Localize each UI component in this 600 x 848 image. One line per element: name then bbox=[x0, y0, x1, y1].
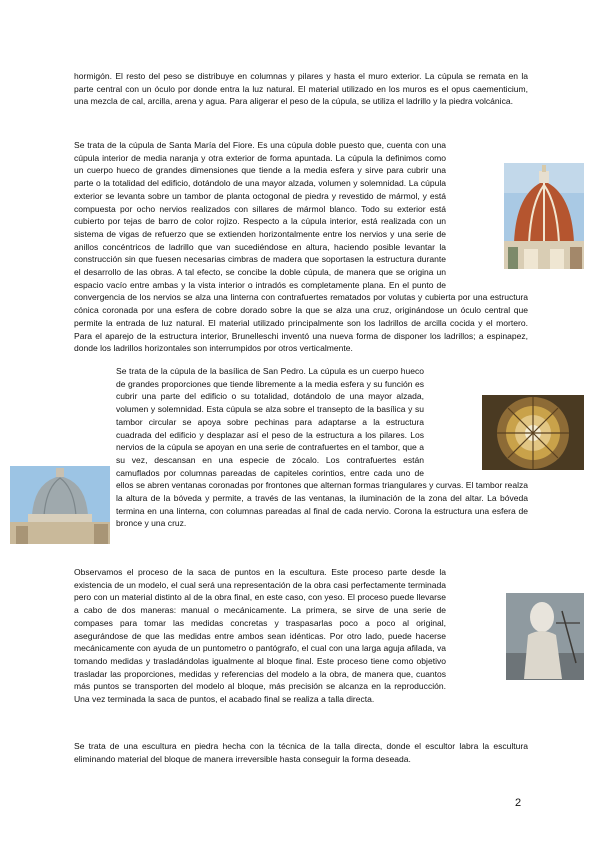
page-number: 2 bbox=[515, 797, 522, 809]
paragraph-saca-de-puntos bbox=[74, 566, 528, 706]
paragraph-talla-directa: Se trata de una escultura en piedra hecha con la técnica de la talla directa, donde el escultor labra la escultura eliminando material del bloque de manera irreversible hasta conseguir la forma deseada. bbox=[74, 741, 528, 764]
paragraph-text: Se trata de la cúpula de Santa María del Fiore. Es una cúpula doble puesto que, cuenta con una cúpula interior de media naranja y otra exterior de forma apuntada. La cúpula la definimos como un cuerpo hueco de grandes dimensiones que tiende a la media esfera y sirve para cubrir una parte o la totalidad del edificio, dotándolo de una mayor alzada, volumen y solemnidad. La cúpula exterior se levanta sobre un tambor de planta octogonal de piedra y revestido de mármol, y está compuesta por ocho nervios realizados con sillares de mármol blanco. Todo su exterior está cubierto por tejas de barro de color rojizo. Respecto a la cúpula interior, está realizada con un sistema de vigas de refuerzo que se extienden horizontalmente entre los nervios y una serie de anillos concéntricos de ladrillo que van sucediéndose en altura, haciendo posible levantar la construcción sin que fuesen necesarias cimbras de madera que soportasen la estructura durante el desarrollo de las obras. A tal efecto, se concibe la doble cúpula, de manera que se origina un espacio vacío entre ambas y la vista interior o intradós es completamente plana. En el punto de convergencia de los nervios se alza una linterna con contrafuertes rematados por volutas y cubierta por una estructura cónica coronada por una esfera de cobre dorado sobre la que se alza una cruz, originándose un óculo central que permite la entrada de luz natural. El material utilizado principalmente son los ladrillos de arcilla cocida y el mortero. Para el aparejo de la estructura interior, Brunelleschi inventó una nueva forma de disponer los ladrillos; a espinapez, donde los ladrillos horizontales son interrumpidos por otros verticalmente. bbox=[74, 140, 528, 354]
paragraph-pantheon-end: hormigón. El resto del peso se distribuye en columnas y pilares y hasta el muro exterior. La cúpula se remata en la parte central con un óculo por donde entra la luz natural. El material utilizado en los muros es el opus caementicium, una mezcla de cal, arcilla, arena y agua. Para aligerar el peso de la cúpula, se utiliza el ladrillo y la piedra volcánica. bbox=[74, 71, 528, 107]
paragraph-text: Se trata de la cúpula de la basílica de San Pedro. La cúpula es un cuerpo hueco de grandes proporciones que tiende libremente a la media esfera y su función es cubrir una parte del edificio o su totalidad, dotándolo de una mayor alzada, volumen y solemnidad. Esta cúpula se alza sobre el transepto de la basílica y su tambor circular se apoya sobre pechinas para adaptarse a la estructura cuadrada del edificio y desplazar así el peso de la estructura a los pilares. Los nervios de la cúpula se apoyan en una serie de contrafuertes en el tambor, que a su vez, descansan en una especie de zócalo. Los contrafuertes están camuflados por columnas pareadas de capiteles corintios, entre cada uno de ellos se abren ventanas coronadas por frontones que alternan formas triangulares y curvas. El tambor realza la altura de la bóveda y permite, a través de las ventanas, la iluminación de la zona del altar. La bóveda termina en una linterna, con columnas pareadas al final de cada nervio. Corona la estructura una esfera de bronce y una cruz. bbox=[116, 366, 528, 529]
paragraph-san-pedro bbox=[74, 365, 528, 547]
float-spacer bbox=[446, 592, 528, 692]
float-spacer bbox=[74, 467, 116, 547]
paragraph-text: Observamos el proceso de la saca de puntos en la escultura. Este proceso parte desde la existencia de un modelo, el cual será una representación de la obra casi perfectamente terminada pero con un material distinto al de la obra final, en este caso, con yeso. El proceso puede llevarse a cabo de dos maneras: manual o mecánicamente. La primera, se sirve de una serie de compases para tomar las medidas concretas y traspasarlas poco a poco al original, asegurándose de que las medidas entre ambos sean idénticas. Por otro lado, puede hacerse mecánicamente con ayuda de un puntometro o pantógrafo, el cual con una larga aguja afilada, va tomando medidas y trasladándolas igualmente al bloque final. Este proceso tiene como objetivo trasladar las proporciones, medidas y referencias del modelo a la obra, de manera que, cuantos más puntos se transporten del modelo al bloque, más precisión se alcanza en la reproducción. Una vez terminada la saca de puntos, el acabado final se realiza a talla directa. bbox=[74, 567, 446, 705]
float-spacer bbox=[446, 165, 528, 287]
paragraph-santa-maria-del-fiore bbox=[74, 139, 528, 355]
float-spacer bbox=[424, 365, 528, 467]
